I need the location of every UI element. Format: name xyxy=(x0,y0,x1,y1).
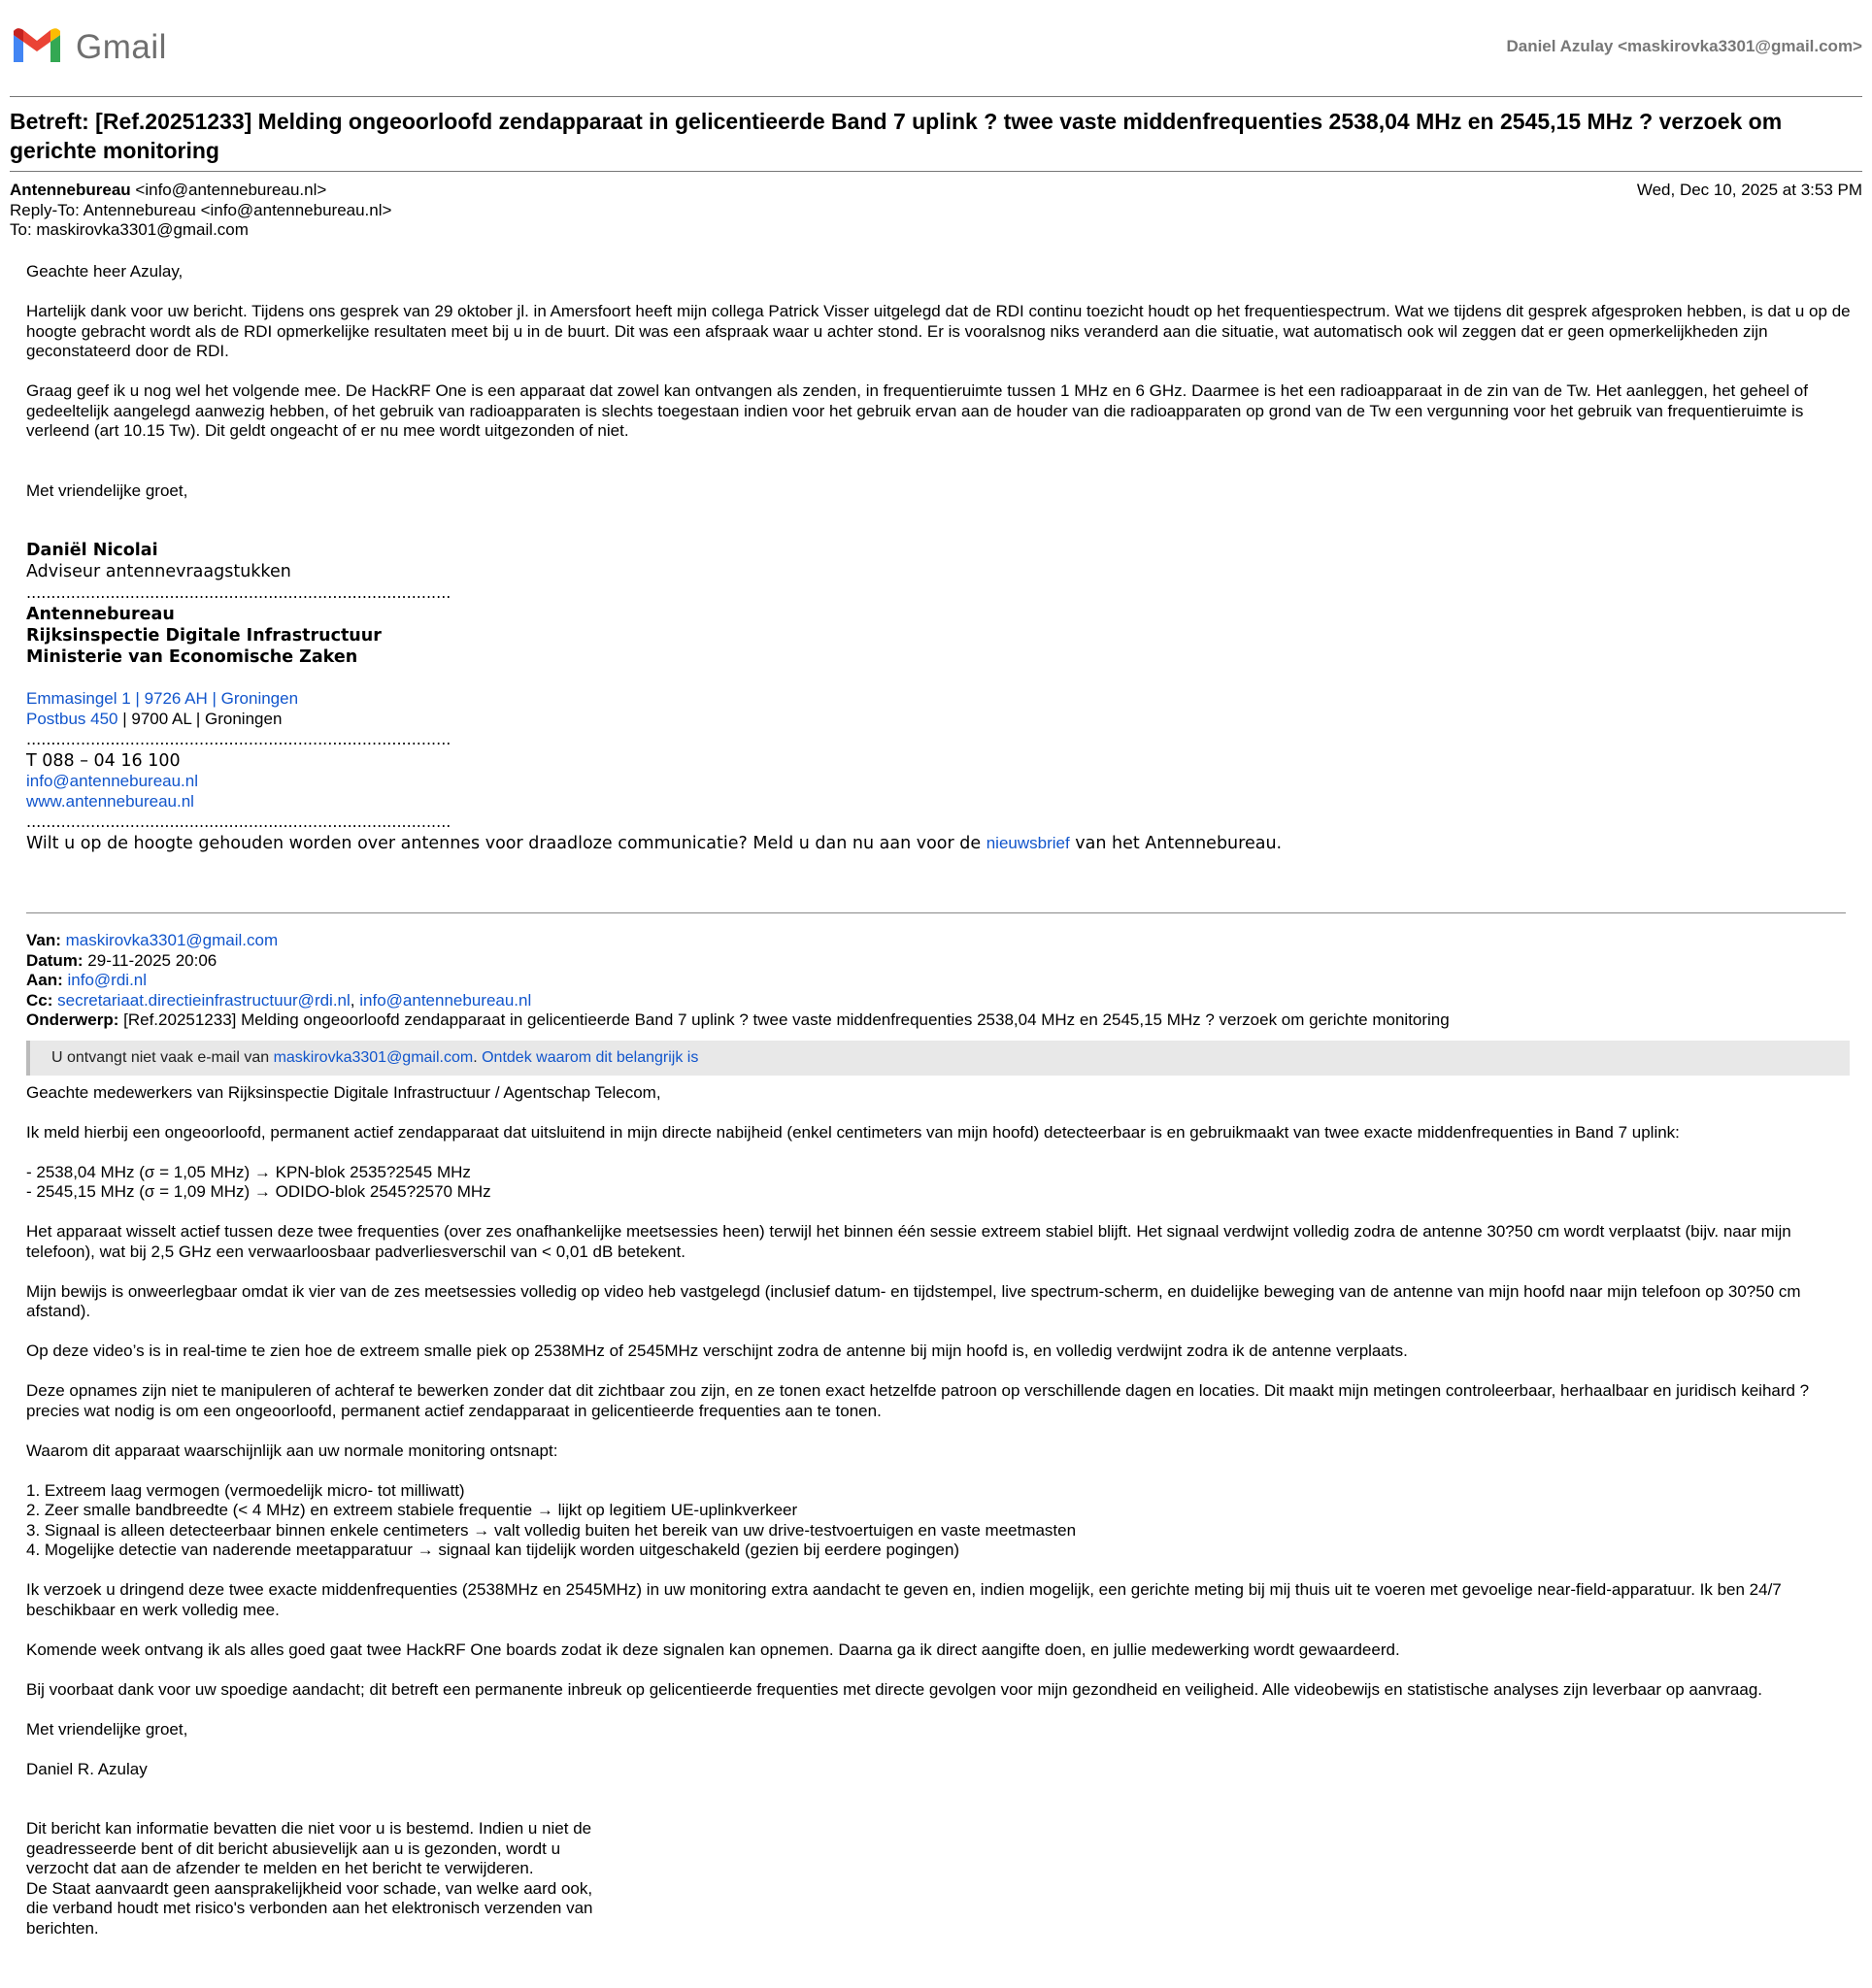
from-email-link[interactable]: maskirovka3301@gmail.com xyxy=(65,931,279,949)
phone: T 088 – 04 16 100 xyxy=(26,751,181,771)
website-link[interactable]: www.antennebureau.nl xyxy=(26,791,194,811)
dotted-separator: ...................................................................................... xyxy=(26,730,451,748)
forward-date: 29-11-2025 20:06 xyxy=(83,950,217,970)
paragraph: Deze opnames zijn niet te manipuleren of achteraf te bewerken zonder dat dit zichtbaar zou zijn, en ze tonen exact hetzelfde patroon op verschillende dagen en locaties. Dit maakt mijn metingen controleerbaar, herhaalbaar en juridisch keihard ? precies wat nodig is om een ongeoorloofd, permanent actief zendapparaat in gelicentieerde frequenties aan te tonen. xyxy=(26,1381,1810,1420)
signature-org: Antennebureau xyxy=(26,605,175,624)
to-email-link[interactable]: info@rdi.nl xyxy=(67,971,148,989)
paragraph: Op deze video’s is in real-time te zien hoe de extreem smalle piek op 2538MHz of 2545MHz verschijnt zodra de antenne bij mijn hoofd is, en volledig verdwijnt zodra ik de antenne verplaats. xyxy=(26,1342,1408,1360)
gmail-wordmark: Gmail xyxy=(76,28,167,66)
learn-why-link[interactable]: Ontdek waarom dit belangrijk is xyxy=(482,1048,699,1066)
paragraph: Waarom dit apparaat waarschijnlijk aan uw normale monitoring ontsnapt: xyxy=(26,1441,558,1460)
postbus-text: | 9700 AL | Groningen xyxy=(117,709,283,728)
forwarded-header: Van: maskirovka3301@gmail.com Datum: 29-11-2025 20:06 Aan: info@rdi.nl Cc: secretariaat.directieinfrastructuur@rdi.nl, info@antennebureau.nl Onderwerp: [Ref.20251233] Melding ongeoorloofd zendapparaat in gelicentieerde Band 7 uplink ? twee vaste middenfrequenties 2538,04 MHz en 2545,15 MHz ? verzoek om gerichte monitoring xyxy=(26,931,1450,1029)
divider xyxy=(10,96,1862,97)
address-link[interactable]: Emmasingel 1 | 9726 AH | Groningen xyxy=(26,689,299,708)
paragraph: Het apparaat wisselt actief tussen deze twee frequenties (over zes onafhankelijke meetsessies heen) terwijl het binnen één sessie extreem stabiel blijft. Het signaal verdwijnt volledig zodra de antenne 30?50 cm wordt verplaatst (bijv. naar mijn telefoon), wat bij 2,5 GHz een verwaarloosbaar padverliesverschil van < 0,01 dB betekent. xyxy=(26,1222,1791,1261)
forwarded-body xyxy=(26,1083,1852,1939)
gmail-logo xyxy=(10,25,184,68)
greeting: Geachte medewerkers van Rijksinspectie Digitale Infrastructuur / Agentschap Telecom, xyxy=(26,1082,661,1102)
recipient: To: maskirovka3301@gmail.com xyxy=(10,220,249,239)
list-item: 4. Mogelijke detectie van naderende meetapparatuur → signaal kan tijdelijk worden uitgeschakeld (gezien bij eerdere pogingen) xyxy=(26,1541,960,1559)
closing: Met vriendelijke groet, xyxy=(26,1719,188,1739)
divider xyxy=(10,171,1862,172)
cc-email-link[interactable]: info@antennebureau.nl xyxy=(359,990,532,1010)
paragraph: Mijn bewijs is onweerlegbaar omdat ik vier van de zes meetsessies volledig op video heb vastgelegd (inclusief datum- en tijdstempel, live spectrum-scherm, en duidelijke beweging van de antenne van mijn hoofd naar mijn telefoon op 30?50 cm afstand). xyxy=(26,1281,1801,1320)
postbus-link[interactable]: Postbus 450 xyxy=(26,709,118,728)
closing: Met vriendelijke groet, xyxy=(26,480,188,500)
message-header xyxy=(10,181,1862,241)
dotted-separator: ...................................................................................... xyxy=(26,812,451,831)
signature-org: Ministerie van Economische Zaken xyxy=(26,647,358,667)
email-subject: Betreft: [Ref.20251233] Melding ongeoorloofd zendapparaat in gelicentieerde Band 7 uplink ? twee vaste middenfrequenties 2538,04 MHz en 2545,15 MHz ? verzoek om gerichte monitoring xyxy=(10,109,1783,163)
signature-name: Daniël Nicolai xyxy=(26,541,158,560)
paragraph: Komende week ontvang ik als alles goed gaat twee HackRF One boards zodat ik deze signalen kan opnemen. Daarna ga ik direct aangifte doen, en jullie medewerking wordt gewaardeerd. xyxy=(26,1640,1400,1659)
list-item: 2. Zeer smalle bandbreedte (< 4 MHz) en extreem stabiele frequentie → lijkt op legitiem UE-uplinkverkeer xyxy=(26,1501,798,1519)
greeting: Geachte heer Azulay, xyxy=(26,262,184,281)
paragraph: Ik verzoek u dringend deze twee exacte middenfrequenties (2538MHz en 2545MHz) in uw monitoring extra aandacht te geven en, indien mogelijk, een gerichte meting bij mij thuis uit te voeren met gevoelige near-field-apparatuur. Ik ben 24/7 beschikbaar en werk volledig mee. xyxy=(26,1580,1782,1619)
quote-separator xyxy=(26,912,1846,913)
sender-name: Antennebureau xyxy=(10,181,131,199)
paragraph: Bij voorbaat dank voor uw spoedige aandacht; dit betreft een permanente inbreuk op gelicentieerde frequenties met directe gevolgen voor mijn gezondheid en veiligheid. Alle videobewijs en statistische analyses zijn leverbaar op aanvraag. xyxy=(26,1679,1762,1699)
paragraph: Ik meld hierbij een ongeoorloofd, permanent actief zendapparaat dat uitsluitend in mijn directe nabijheid (enkel centimeters van mijn hoofd) detecteerbaar is en gebruikmaakt van twee exacte middenfrequenties in Band 7 uplink: xyxy=(26,1122,1680,1142)
disclaimer: Dit bericht kan informatie bevatten die niet voor u is bestemd. Indien u niet de geadresseerde bent of dit bericht abusievelijk aan u is gezonden, wordt u verzocht dat aan de afzender te melden en het bericht te verwijderen. xyxy=(26,1819,592,1877)
frequency-line: - 2545,15 MHz (σ = 1,09 MHz) → ODIDO-blok 2545?2570 MHz xyxy=(26,1182,491,1201)
frequency-line: - 2538,04 MHz (σ = 1,05 MHz) → KPN-blok 2535?2545 MHz xyxy=(26,1162,471,1181)
message-body xyxy=(26,262,1852,1938)
newsletter-line: Wilt u op de hoogte gehouden worden over antennes voor draadloze communicatie? Meld u dan nu aan voor de nieuwsbrief van het Antennebureau. xyxy=(26,834,1283,853)
signature-org: Rijksinspectie Digitale Infrastructuur xyxy=(26,626,382,646)
sender-signature: Daniel R. Azulay xyxy=(26,1759,148,1778)
cc-email-link[interactable]: secretariaat.directieinfrastructuur@rdi.nl xyxy=(57,990,351,1010)
warning-email-link[interactable]: maskirovka3301@gmail.com xyxy=(273,1048,474,1066)
external-sender-warning: U ontvangt niet vaak e-mail van maskirovka3301@gmail.com. Ontdek waarom dit belangrijk is xyxy=(26,1041,1850,1076)
paragraph: Graag geef ik u nog wel het volgende mee. De HackRF One is een apparaat dat zowel kan ontvangen als zenden, in frequentieruimte tussen 1 MHz en 6 GHz. Daarmee is het een radioapparaat in de zin van de Tw. Het aanleggen, het geheel of gedeeltelijk aangelegd aanwezig hebben, of het gebruik van radioapparaten is slechts toegestaan indien voor het gebruik ervan aan de houder van die radioapparaten op grond van de Tw een vergunning voor het gebruik van frequentieruimte is verleend (art 10.15 Tw). Dit geldt ongeacht of er nu mee wordt uitgezonden of niet. xyxy=(26,381,1808,440)
header xyxy=(10,21,1862,68)
message-date: Wed, Dec 10, 2025 at 3:53 PM xyxy=(1636,181,1862,199)
disclaimer: De Staat aanvaardt geen aansprakelijkheid voor schade, van welke aard ook, die verband houdt met risico's verbonden aan het elektronisch verzenden van berichten. xyxy=(26,1878,593,1938)
paragraph: Hartelijk dank voor uw bericht. Tijdens ons gesprek van 29 oktober jl. in Amersfoort heeft mijn collega Patrick Visser uitgelegd dat de RDI continu toezicht houdt op het frequentiespectrum. Wat we tijdens dit gesprek afgesproken hebben, is dat u op de hoogte gebracht wordt als de RDI opmerkelijke resultaten meet bij u in de buurt. Dit was een afspraak waar u achter stond. Er is vooralsnog niks veranderd aan die situatie, wat automatisch ook wil zeggen dat er geen opmerkelijkheden zijn geconstateerd door de RDI. xyxy=(26,302,1851,360)
reply-to: Reply-To: Antennebureau <info@antennebureau.nl> xyxy=(10,200,392,219)
forward-subject: [Ref.20251233] Melding ongeoorloofd zendapparaat in gelicentieerde Band 7 uplink ? twee vaste middenfrequenties 2538,04 MHz en 2545,15 MHz ? verzoek om gerichte monitoring xyxy=(118,1011,1450,1029)
signature-title: Adviseur antennevraagstukken xyxy=(26,562,291,581)
list-item: 3. Signaal is alleen detecteerbaar binnen enkele centimeters → valt volledig buiten het bereik van uw drive-testvoertuigen en vaste meetmasten xyxy=(26,1520,1077,1540)
newsletter-link[interactable]: nieuwsbrief xyxy=(986,834,1070,852)
list-item: 1. Extreem laag vermogen (vermoedelijk micro- tot milliwatt) xyxy=(26,1480,465,1500)
email-link[interactable]: info@antennebureau.nl xyxy=(26,772,199,790)
signature xyxy=(26,540,1852,854)
gmail-m-icon xyxy=(10,25,64,64)
sender-email: <info@antennebureau.nl> xyxy=(135,181,327,199)
account-email: Daniel Azulay <maskirovka3301@gmail.com> xyxy=(1506,37,1862,55)
dotted-separator: ...................................................................................... xyxy=(26,583,451,602)
